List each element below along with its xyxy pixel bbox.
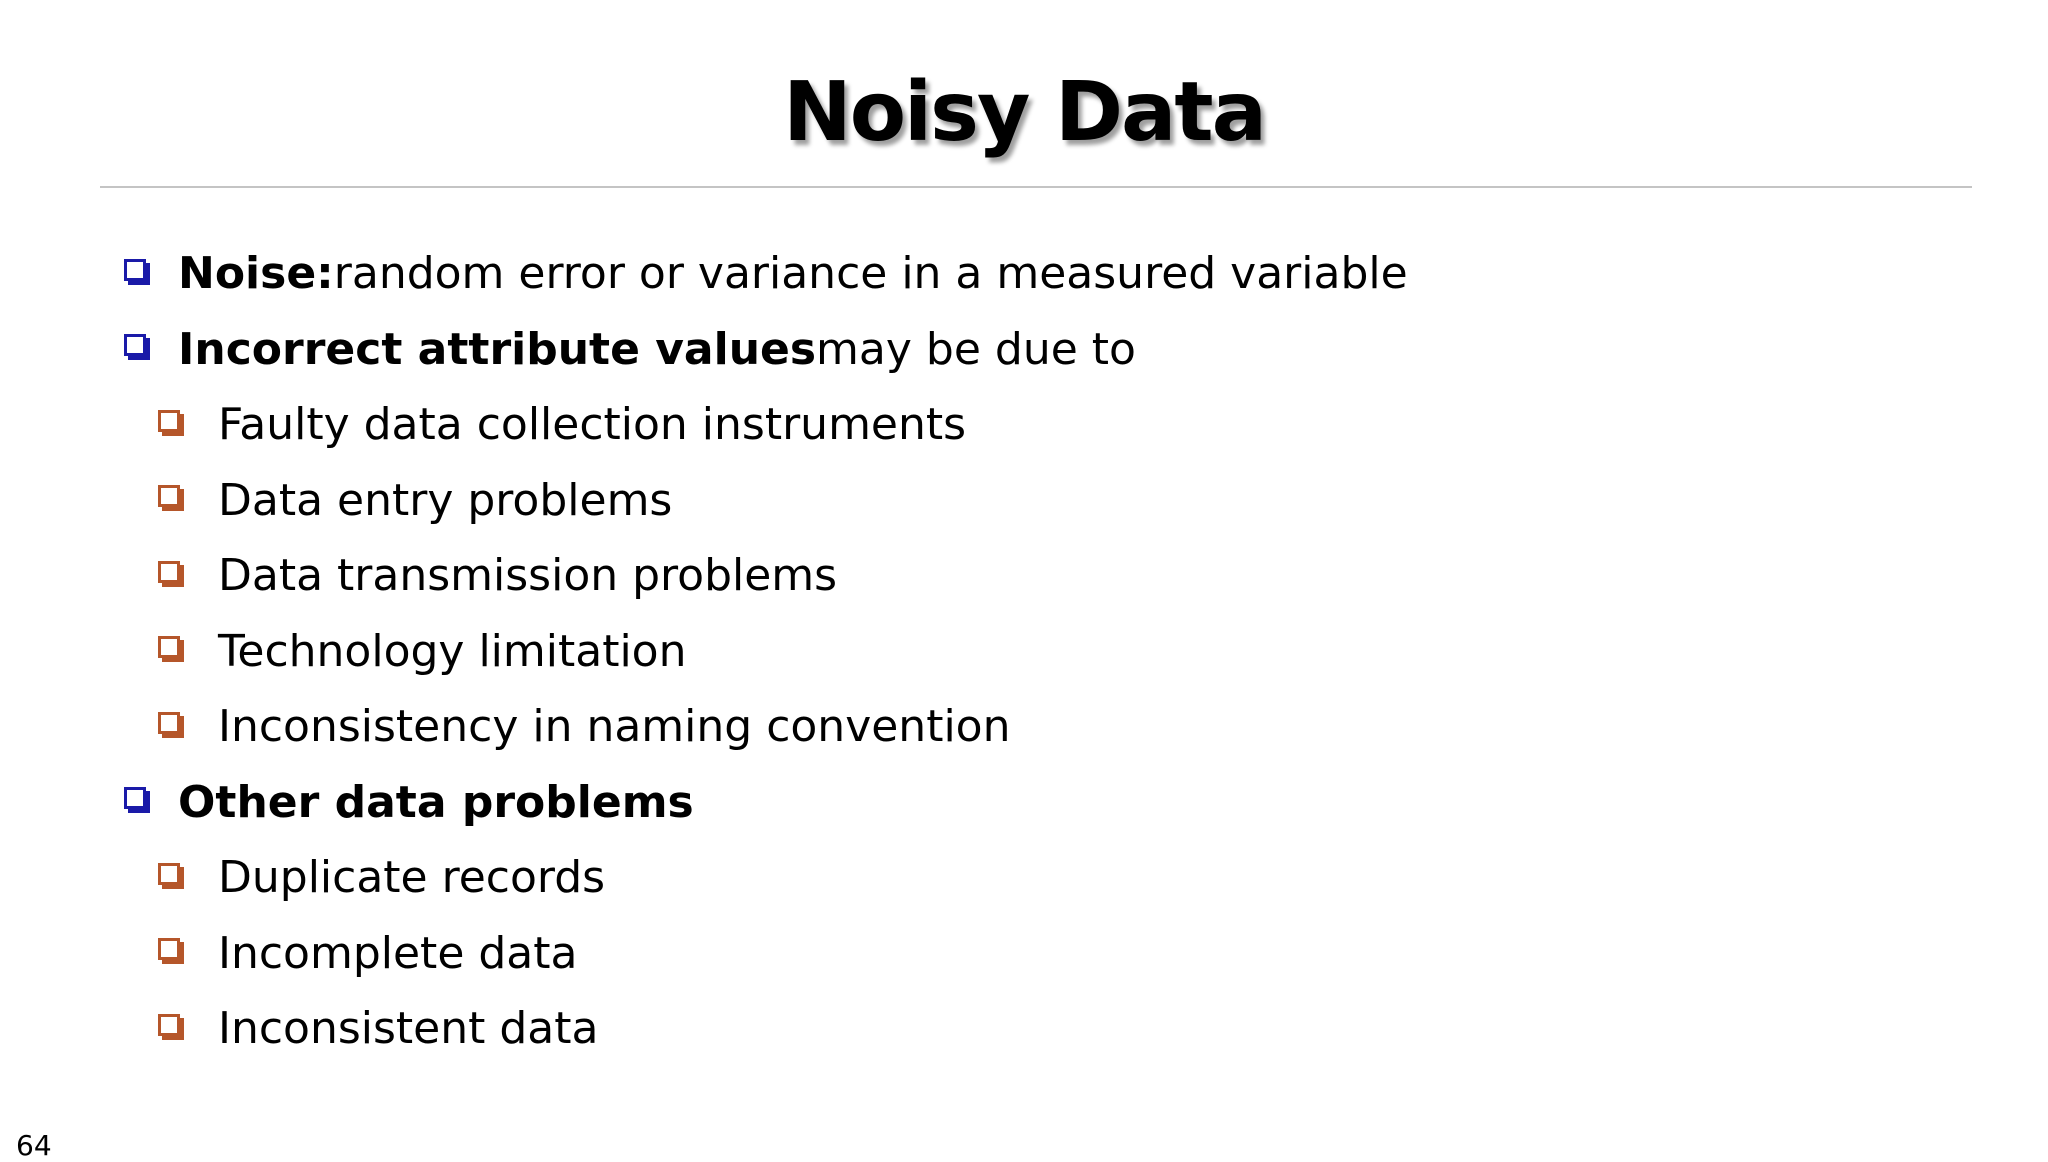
square-bullet-icon xyxy=(158,410,180,432)
bullet-text: Duplicate records xyxy=(218,852,606,904)
sub-bullet-item xyxy=(0,840,2048,916)
bullet-term: Other data problems xyxy=(178,776,694,828)
bullet-text: Data entry problems xyxy=(218,474,673,526)
bullet-item-incorrect-attribute-values xyxy=(0,312,2048,388)
sub-bullet-item xyxy=(0,614,2048,690)
page-number: 64 xyxy=(16,1129,52,1162)
sub-bullet-item xyxy=(0,538,2048,614)
sub-bullet-item xyxy=(0,463,2048,539)
square-bullet-icon xyxy=(124,259,146,281)
square-bullet-icon xyxy=(124,334,146,356)
bullet-item-other-data-problems xyxy=(0,765,2048,841)
square-bullet-icon xyxy=(158,863,180,885)
bullet-text: Data transmission problems xyxy=(218,550,838,602)
sub-bullet-item xyxy=(0,387,2048,463)
square-bullet-icon xyxy=(158,1014,180,1036)
title-divider xyxy=(100,186,1972,188)
bullet-text: Technology limitation xyxy=(218,625,687,677)
sub-bullet-item xyxy=(0,991,2048,1067)
square-bullet-icon xyxy=(158,938,180,960)
bullet-term: Incorrect attribute values xyxy=(178,323,817,375)
bullet-text: Inconsistency in naming convention xyxy=(218,701,1011,753)
bullet-list xyxy=(0,236,2048,1067)
bullet-text: Incomplete data xyxy=(218,927,578,979)
slide-title: Noisy Data xyxy=(783,65,1265,160)
square-bullet-icon xyxy=(158,561,180,583)
bullet-text: Inconsistent data xyxy=(218,1003,599,1055)
bullet-text: Faulty data collection instruments xyxy=(218,399,967,451)
square-bullet-icon xyxy=(158,636,180,658)
sub-bullet-item xyxy=(0,916,2048,992)
bullet-item-noise xyxy=(0,236,2048,312)
bullet-text: may be due to xyxy=(816,323,1136,375)
sub-bullet-item xyxy=(0,689,2048,765)
square-bullet-icon xyxy=(124,787,146,809)
square-bullet-icon xyxy=(158,485,180,507)
bullet-term: Noise: xyxy=(178,248,334,300)
bullet-text: random error or variance in a measured variable xyxy=(333,248,1408,300)
square-bullet-icon xyxy=(158,712,180,734)
